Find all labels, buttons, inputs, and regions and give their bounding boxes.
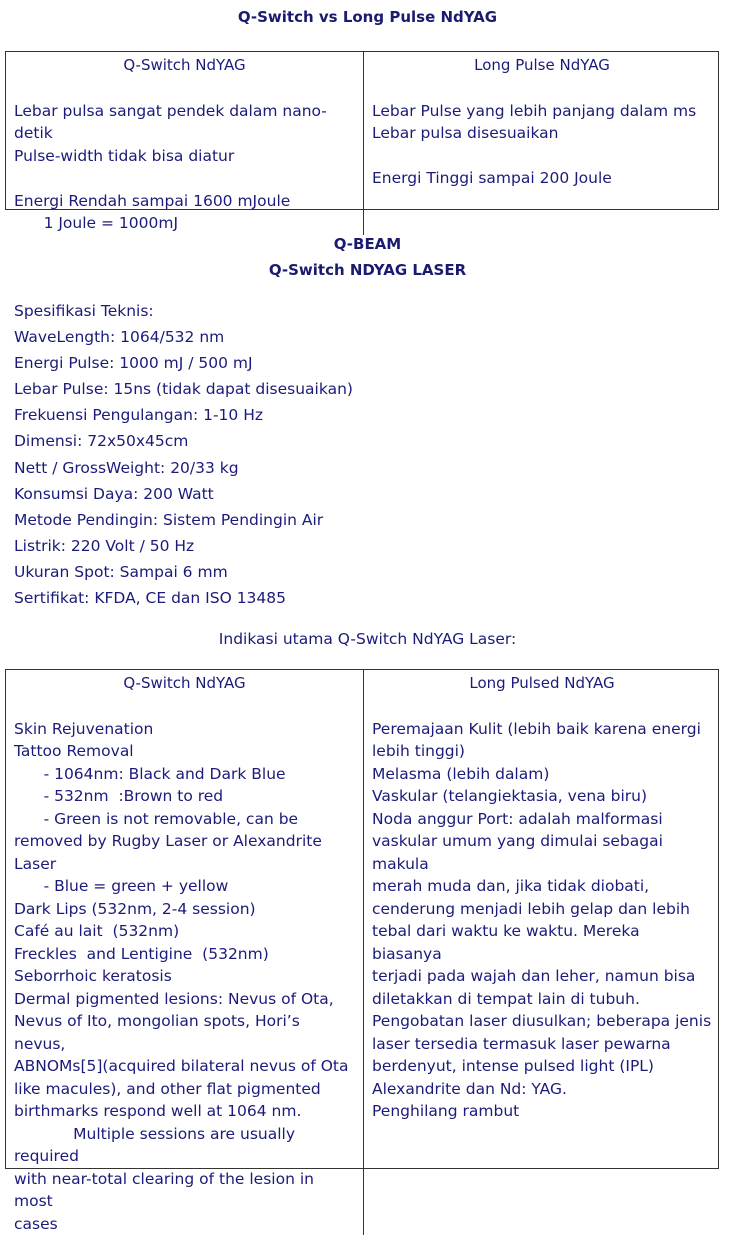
text-line: Pengobatan laser diusulkan; beberapa jenis	[372, 1012, 712, 1030]
text-line: Tattoo Removal	[14, 742, 134, 760]
column-header: Long Pulse NdYAG	[474, 56, 610, 74]
column-body	[14, 77, 355, 235]
text-line: Lebar Pulse: 15ns (tidak dapat disesuaikan)	[14, 380, 353, 399]
text-line: Energi Tinggi sampai 200 Joule	[372, 169, 612, 187]
text-line: - 1064nm: Black and Dark Blue	[14, 764, 286, 783]
text-line	[372, 145, 712, 168]
text-line: terjadi pada wajah dan leher, namun bisa	[372, 967, 696, 985]
column-body	[372, 77, 712, 190]
text-line: Nevus of Ito, mongolian spots, Hori’s nevus,	[14, 1012, 305, 1053]
text-line: removed by Rugby Laser or Alexandrite Laser	[14, 832, 327, 873]
text-line: Dark Lips (532nm, 2-4 session)	[14, 899, 256, 918]
text-line: - 532nm :Brown to red	[14, 787, 224, 805]
column-header: Long Pulsed NdYAG	[469, 674, 615, 692]
text-line: Peremajaan Kulit (lebih baik karena energi	[372, 719, 701, 738]
text-line: Vaskular (telangiektasia, vena biru)	[372, 787, 648, 805]
text-line: merah muda dan, jika tidak diobati,	[372, 877, 650, 895]
product-title: Q-BEAM	[333, 235, 402, 253]
text-line: Dimensi: 72x50x45cm	[14, 432, 189, 451]
text-line: Alexandrite dan Nd: YAG.	[372, 1079, 567, 1098]
text-line: Multiple sessions are usually required	[14, 1124, 300, 1165]
text-line: Lebar Pulse yang lebih panjang dalam ms	[372, 101, 697, 120]
text-line: Lebar pulsa sangat pendek dalam nano-detik	[14, 101, 327, 142]
text-line: Spesifikasi Teknis:	[14, 302, 154, 320]
text-line: - Blue = green + yellow	[14, 877, 229, 895]
q-switch-indications-column	[6, 670, 363, 1235]
text-line: Nett / GrossWeight: 20/33 kg	[14, 458, 239, 477]
text-line	[14, 695, 355, 718]
text-line	[372, 695, 712, 718]
text-line	[372, 77, 712, 100]
text-line: Café au lait (532nm)	[14, 922, 180, 940]
text-line: berdenyut, intense pulsed light (IPL)	[372, 1057, 654, 1075]
text-line: Seborrhoic keratosis	[14, 967, 172, 985]
text-line: Listrik: 220 Volt / 50 Hz	[14, 536, 195, 555]
text-line: Melasma (lebih dalam)	[372, 764, 550, 783]
text-line: Dermal pigmented lesions: Nevus of Ota,	[14, 989, 334, 1008]
column-header: Q-Switch NdYAG	[123, 674, 246, 692]
text-line: Frekuensi Pengulangan: 1-10 Hz	[14, 406, 263, 425]
text-line: Energi Rendah sampai 1600 mJoule	[14, 191, 291, 210]
text-line: cenderung menjadi lebih gelap dan lebih	[372, 899, 690, 918]
text-line: 1 Joule = 1000mJ	[14, 214, 179, 232]
comparison-table	[5, 51, 719, 232]
text-line: Konsumsi Daya: 200 Watt	[14, 484, 214, 503]
column-body	[372, 695, 712, 1123]
text-line: Energi Pulse: 1000 mJ / 500 mJ	[14, 354, 253, 373]
text-line: Pulse-width tidak bisa diatur	[14, 146, 235, 165]
text-line: Skin Rejuvenation	[14, 719, 154, 738]
long-pulse-column	[363, 52, 720, 235]
indication-title: Indikasi utama Q-Switch NdYAG Laser:	[218, 630, 517, 648]
text-line: like macules), and other flat pigmented	[14, 1079, 321, 1098]
indication-table	[5, 669, 719, 1233]
text-line: diletakkan di tempat lain di tubuh.	[372, 989, 640, 1008]
text-line: Freckles and Lentigine (532nm)	[14, 944, 269, 963]
text-line: with near-total clearing of the lesion in most	[14, 1169, 319, 1210]
text-line: Lebar pulsa disesuaikan	[372, 124, 559, 142]
text-line	[14, 77, 355, 100]
column-body	[14, 695, 355, 1235]
comparison-title: Q-Switch vs Long Pulse NdYAG	[237, 8, 498, 26]
text-line: birthmarks respond well at 1064 nm.	[14, 1102, 302, 1120]
text-line: lebih tinggi)	[372, 742, 465, 760]
technical-specifications	[14, 298, 353, 611]
text-line: vaskular umum yang dimulai sebagai makula	[372, 832, 668, 873]
text-line: Ukuran Spot: Sampai 6 mm	[14, 562, 228, 581]
text-line	[14, 167, 355, 190]
q-switch-column	[6, 52, 363, 235]
text-line: - Green is not removable, can be	[14, 809, 299, 828]
long-pulsed-indications-column	[363, 670, 720, 1235]
text-line: Sertifikat: KFDA, CE dan ISO 13485	[14, 589, 286, 608]
text-line: Penghilang rambut	[372, 1102, 520, 1120]
text-line: Noda anggur Port: adalah malformasi	[372, 809, 663, 828]
text-line: tebal dari waktu ke waktu. Mereka biasanya	[372, 922, 645, 963]
column-header: Q-Switch NdYAG	[123, 56, 246, 74]
text-line: laser tersedia termasuk laser pewarna	[372, 1034, 671, 1053]
text-line: ABNOMs[5](acquired bilateral nevus of Ota	[14, 1057, 349, 1075]
text-line: Metode Pendingin: Sistem Pendingin Air	[14, 510, 324, 529]
product-subtitle: Q-Switch NDYAG LASER	[268, 261, 467, 279]
text-line: cases	[14, 1214, 58, 1233]
text-line: WaveLength: 1064/532 nm	[14, 328, 225, 347]
